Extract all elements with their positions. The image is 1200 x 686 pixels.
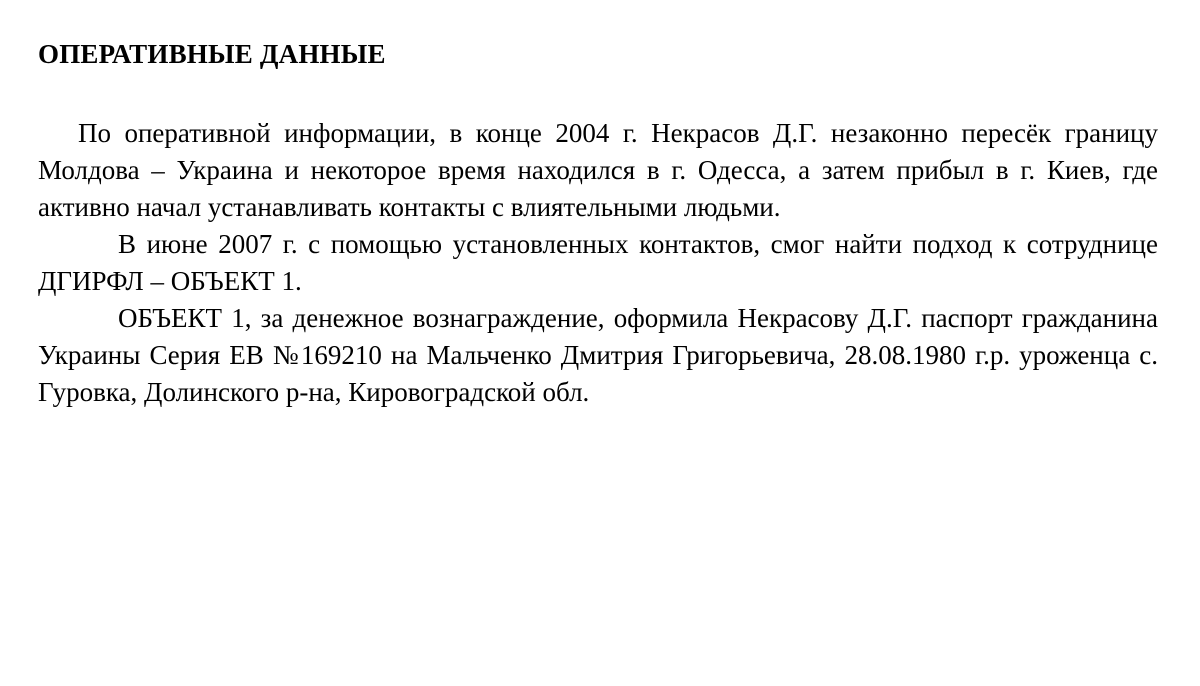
paragraph-intel-2004: По оперативной информации, в конце 2004 г. Некрасов Д.Г. незаконно пересёк границу Молдова – Украина и некоторое время находился в г. Одесса, а затем прибыл в г. Киев, где активно начал устанавливать контакты с влиятельными людьми. bbox=[38, 118, 1158, 222]
paragraph-contact-2007: В июне 2007 г. с помощью установленных контактов, смог найти подход к сотруднице ДГИРФЛ – ОБЪЕКТ 1. bbox=[38, 229, 1158, 296]
document bbox=[38, 34, 1158, 411]
document-title: ОПЕРАТИВНЫЕ ДАННЫЕ bbox=[38, 39, 386, 69]
paragraph-passport: ОБЪЕКТ 1, за денежное вознаграждение, оформила Некрасову Д.Г. паспорт гражданина Украины Серия ЕВ №169210 на Мальченко Дмитрия Григорьевича, 28.08.1980 г.р. уроженца с. Гуровка, Долинского р-на, Кировоградской обл. bbox=[38, 303, 1158, 407]
